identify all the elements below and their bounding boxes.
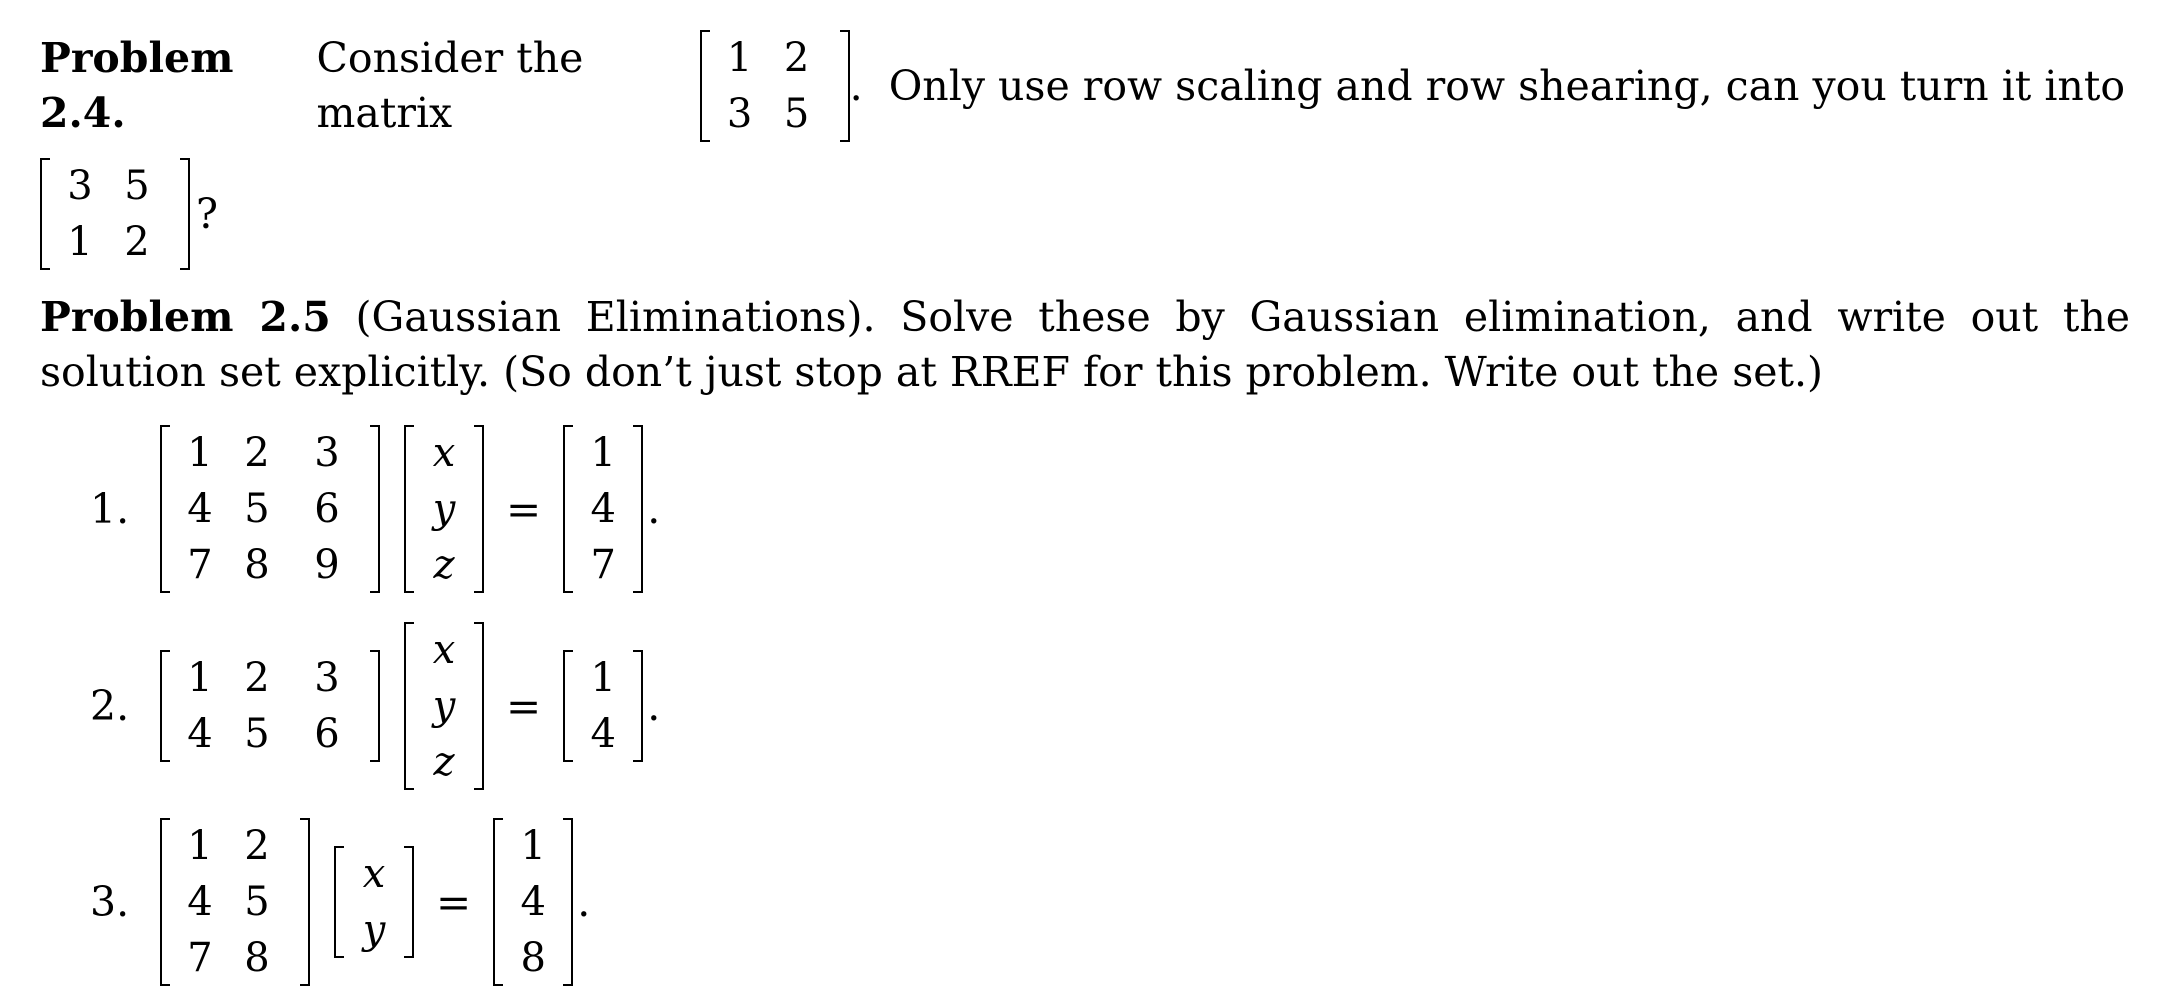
left-bracket bbox=[493, 818, 503, 986]
vector-cells bbox=[573, 425, 633, 593]
matrix-b-cell: 1 bbox=[67, 219, 93, 265]
matrix-a-cells bbox=[710, 30, 840, 142]
right-bracket bbox=[563, 818, 573, 986]
problem-2-5-heading: Problem 2.5 bbox=[40, 293, 331, 341]
item-number: 2. bbox=[90, 682, 130, 730]
matrix-cell: 6 bbox=[314, 711, 340, 757]
right-bracket bbox=[370, 425, 380, 593]
vector-cells bbox=[344, 846, 404, 958]
matrix-cell: 8 bbox=[244, 935, 270, 981]
problem-2-5-text: Solve these by Gaussian elimination, and write out the solution set explicitly. (So don’t just stop at RREF for this problem. Write out the set.) bbox=[40, 293, 2130, 396]
variable-cell: y bbox=[362, 907, 386, 953]
matrix-cell: 8 bbox=[244, 542, 270, 588]
item-number: 1. bbox=[90, 485, 130, 533]
right-bracket bbox=[404, 846, 414, 958]
matrix-cell: 2 bbox=[244, 430, 270, 476]
matrix-cell: 1 bbox=[187, 655, 213, 701]
system-item-1 bbox=[90, 425, 660, 593]
matrix-b-cell: 3 bbox=[67, 163, 93, 209]
problem-2-4-text-before: Consider the matrix bbox=[316, 34, 584, 137]
matrix-cells bbox=[170, 425, 370, 593]
vector-cells bbox=[503, 818, 563, 986]
rhs-cell: 4 bbox=[590, 711, 616, 757]
variable-cell: x bbox=[432, 430, 456, 476]
problem-2-5-subheading: (Gaussian Eliminations). bbox=[355, 293, 876, 341]
matrix-a-cell: 2 bbox=[783, 35, 810, 81]
vector-cells bbox=[414, 425, 474, 593]
rhs-cell: 1 bbox=[590, 655, 616, 701]
left-bracket bbox=[160, 650, 170, 762]
item-end-period: . bbox=[577, 878, 591, 926]
item-end-period: . bbox=[647, 682, 661, 730]
variable-cell: y bbox=[432, 683, 456, 729]
variable-cell: y bbox=[432, 486, 456, 532]
problem-2-4-line-1 bbox=[40, 30, 2125, 142]
matrix-b-left-bracket bbox=[40, 158, 50, 270]
variable-cell: z bbox=[433, 542, 455, 588]
system-item-3 bbox=[90, 818, 590, 986]
variable-cell: x bbox=[432, 627, 456, 673]
right-bracket bbox=[633, 425, 643, 593]
matrix-cell: 3 bbox=[314, 655, 340, 701]
matrix-cells bbox=[170, 818, 300, 986]
coefficient-matrix bbox=[160, 818, 310, 986]
problem-2-4-line-2 bbox=[40, 158, 218, 270]
matrix-cell: 9 bbox=[314, 542, 340, 588]
right-bracket bbox=[370, 650, 380, 762]
matrix-cell: 3 bbox=[314, 430, 340, 476]
variable-vector bbox=[404, 425, 484, 593]
equals-sign: = bbox=[506, 484, 542, 534]
rhs-cell: 1 bbox=[590, 430, 616, 476]
matrix-cell: 4 bbox=[187, 486, 213, 532]
matrix-b-right-bracket bbox=[180, 158, 190, 270]
matrix-cell: 5 bbox=[244, 879, 270, 925]
left-bracket bbox=[334, 846, 344, 958]
left-bracket bbox=[160, 818, 170, 986]
matrix-b bbox=[40, 158, 190, 270]
vector-cells bbox=[573, 650, 633, 762]
problem-2-5-paragraph bbox=[40, 290, 2130, 400]
left-bracket bbox=[563, 425, 573, 593]
matrix-b-cells bbox=[50, 158, 180, 270]
equals-sign: = bbox=[436, 877, 472, 927]
system-item-2 bbox=[90, 622, 660, 790]
coefficient-matrix bbox=[160, 425, 380, 593]
right-bracket bbox=[300, 818, 310, 986]
matrix-cell: 4 bbox=[187, 879, 213, 925]
right-bracket bbox=[474, 622, 484, 790]
matrix-cell: 5 bbox=[244, 486, 270, 532]
problem-2-4-text-after: . Only use row scaling and row shearing, can you turn it into bbox=[849, 61, 2125, 110]
rhs-cell: 1 bbox=[520, 823, 546, 869]
rhs-vector bbox=[563, 650, 643, 762]
left-bracket bbox=[404, 425, 414, 593]
variable-vector bbox=[334, 846, 414, 958]
matrix-a-cell: 5 bbox=[783, 91, 810, 137]
vector-cells bbox=[414, 622, 474, 790]
matrix-cell: 6 bbox=[314, 486, 340, 532]
rhs-cell: 8 bbox=[520, 935, 546, 981]
left-bracket bbox=[404, 622, 414, 790]
matrix-a-cell: 1 bbox=[726, 35, 753, 81]
rhs-vector bbox=[563, 425, 643, 593]
matrix-cell: 1 bbox=[187, 430, 213, 476]
matrix-a-right-bracket bbox=[840, 30, 850, 142]
left-bracket bbox=[563, 650, 573, 762]
matrix-cell: 1 bbox=[187, 823, 213, 869]
matrix-cell: 2 bbox=[244, 655, 270, 701]
item-end-period: . bbox=[647, 485, 661, 533]
problem-2-5 bbox=[40, 290, 2130, 400]
matrix-b-cell: 5 bbox=[124, 163, 150, 209]
coefficient-matrix bbox=[160, 650, 380, 762]
variable-vector bbox=[404, 622, 484, 790]
matrix-a-left-bracket bbox=[700, 30, 710, 142]
matrix-a bbox=[700, 30, 850, 142]
problem-2-4 bbox=[40, 30, 2140, 142]
matrix-cell: 7 bbox=[187, 935, 213, 981]
rhs-cell: 7 bbox=[590, 542, 616, 588]
item-number: 3. bbox=[90, 878, 130, 926]
problem-2-4-lead bbox=[40, 30, 850, 142]
matrix-cell: 4 bbox=[187, 711, 213, 757]
right-bracket bbox=[633, 650, 643, 762]
matrix-b-cell: 2 bbox=[124, 219, 150, 265]
matrix-cell: 2 bbox=[244, 823, 270, 869]
variable-cell: x bbox=[362, 851, 386, 897]
matrix-cell: 5 bbox=[244, 711, 270, 757]
variable-cell: z bbox=[433, 739, 455, 785]
rhs-vector bbox=[493, 818, 573, 986]
rhs-cell: 4 bbox=[520, 879, 546, 925]
left-bracket bbox=[160, 425, 170, 593]
rhs-cell: 4 bbox=[590, 486, 616, 532]
matrix-cells bbox=[170, 650, 370, 762]
matrix-cell: 7 bbox=[187, 542, 213, 588]
problem-2-4-heading: Problem 2.4. bbox=[40, 34, 234, 137]
right-bracket bbox=[474, 425, 484, 593]
equals-sign: = bbox=[506, 681, 542, 731]
problem-2-4-question-mark: ? bbox=[196, 190, 218, 238]
matrix-a-cell: 3 bbox=[726, 91, 753, 137]
